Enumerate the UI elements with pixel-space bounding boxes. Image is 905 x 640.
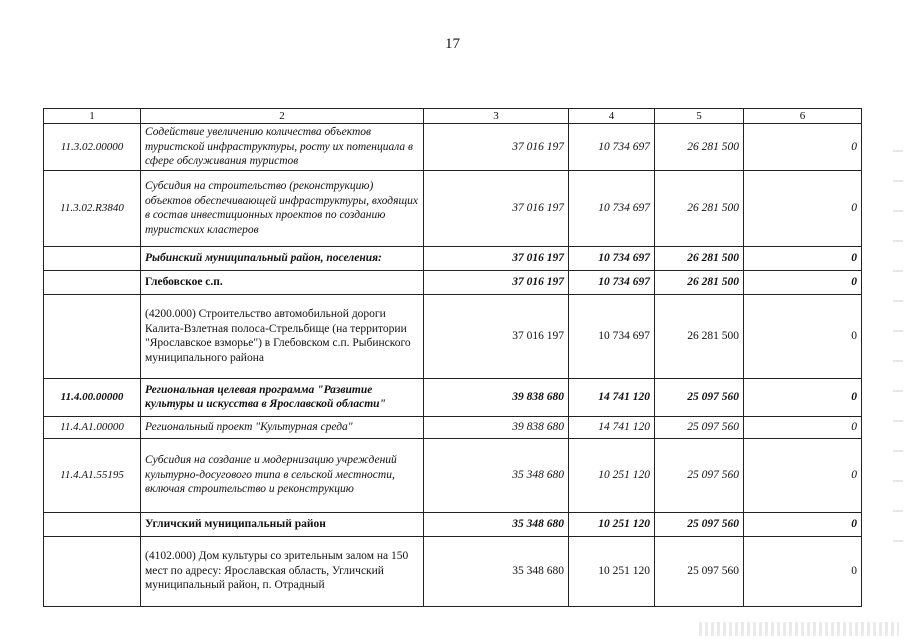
row-col4: 10 251 120	[569, 438, 655, 512]
row-col6: 0	[744, 512, 862, 536]
row-col6: 0	[744, 270, 862, 294]
row-col3: 35 348 680	[424, 512, 569, 536]
row-code: 11.4.00.00000	[44, 378, 141, 416]
page-number: 17	[445, 36, 460, 52]
row-col4: 10 734 697	[569, 170, 655, 246]
row-description: Субсидия на строительство (реконструкцию) объектов обеспечивающей инфраструктуры, входящих в состав инвестиционных проектов по созданию туристских кластеров	[141, 170, 424, 246]
row-description: Региональный проект "Культурная среда"	[141, 416, 424, 438]
table-row	[44, 246, 862, 270]
row-col4: 14 741 120	[569, 378, 655, 416]
column-header: 1	[44, 109, 141, 124]
row-col6: 0	[744, 294, 862, 378]
row-code: 11.4.А1.00000	[44, 416, 141, 438]
table-header-row	[44, 109, 862, 124]
row-col5: 25 097 560	[655, 536, 744, 606]
row-col4: 10 251 120	[569, 512, 655, 536]
table-row	[44, 378, 862, 416]
table-row	[44, 170, 862, 246]
row-col6: 0	[744, 438, 862, 512]
table-row	[44, 536, 862, 606]
row-col6: 0	[744, 246, 862, 270]
row-col5: 25 097 560	[655, 416, 744, 438]
row-col4: 14 741 120	[569, 416, 655, 438]
row-col3: 39 838 680	[424, 378, 569, 416]
table-row	[44, 512, 862, 536]
row-col4: 10 734 697	[569, 246, 655, 270]
row-code	[44, 270, 141, 294]
row-description: Региональная целевая программа "Развитие культуры и искусства в Ярославской области"	[141, 378, 424, 416]
row-col4: 10 734 697	[569, 124, 655, 171]
row-col5: 26 281 500	[655, 294, 744, 378]
column-header: 4	[569, 109, 655, 124]
row-code	[44, 294, 141, 378]
row-description: Содействие увеличению количества объектов туристской инфраструктуры, росту их потенциала в сфере обслуживания туристов	[141, 124, 424, 171]
row-col5: 26 281 500	[655, 170, 744, 246]
row-col6: 0	[744, 536, 862, 606]
budget-table	[43, 108, 862, 607]
row-col3: 37 016 197	[424, 246, 569, 270]
row-code: 11.3.02.R3840	[44, 170, 141, 246]
table-row	[44, 124, 862, 171]
row-code	[44, 536, 141, 606]
row-col3: 37 016 197	[424, 270, 569, 294]
row-col5: 25 097 560	[655, 512, 744, 536]
row-code: 11.3.02.00000	[44, 124, 141, 171]
row-col4: 10 734 697	[569, 270, 655, 294]
column-header: 2	[141, 109, 424, 124]
table-row	[44, 438, 862, 512]
scan-margin-marks	[893, 150, 903, 550]
row-col4: 10 734 697	[569, 294, 655, 378]
row-col6: 0	[744, 124, 862, 171]
row-description: (4102.000) Дом культуры со зрительным залом на 150 мест по адресу: Ярославская область, Угличский муниципальный район, п. Отрадный	[141, 536, 424, 606]
table-row	[44, 416, 862, 438]
row-col3: 37 016 197	[424, 294, 569, 378]
row-col4: 10 251 120	[569, 536, 655, 606]
table-row	[44, 294, 862, 378]
row-col5: 26 281 500	[655, 246, 744, 270]
row-code	[44, 512, 141, 536]
row-col5: 25 097 560	[655, 438, 744, 512]
row-col5: 26 281 500	[655, 270, 744, 294]
row-description: Глебовское с.п.	[141, 270, 424, 294]
row-col5: 25 097 560	[655, 378, 744, 416]
row-col3: 35 348 680	[424, 438, 569, 512]
column-header: 6	[744, 109, 862, 124]
row-description: Угличский муниципальный район	[141, 512, 424, 536]
row-description: Рыбинский муниципальный район, поселения:	[141, 246, 424, 270]
row-code: 11.4.А1.55195	[44, 438, 141, 512]
row-col6: 0	[744, 378, 862, 416]
column-header: 5	[655, 109, 744, 124]
row-col6: 0	[744, 170, 862, 246]
row-col3: 37 016 197	[424, 170, 569, 246]
row-col3: 37 016 197	[424, 124, 569, 171]
row-col5: 26 281 500	[655, 124, 744, 171]
row-description: (4200.000) Строительство автомобильной дороги Калита-Взлетная полоса-Стрельбище (на территории "Ярославское взморье") в Глебовском с.п. Рыбинского муниципального района	[141, 294, 424, 378]
row-code	[44, 246, 141, 270]
row-description: Субсидия на создание и модернизацию учреждений культурно-досугового типа в сельской местности, включая строительство и реконструкцию	[141, 438, 424, 512]
row-col3: 39 838 680	[424, 416, 569, 438]
scan-artifact	[699, 622, 899, 636]
column-header: 3	[424, 109, 569, 124]
row-col6: 0	[744, 416, 862, 438]
table-row	[44, 270, 862, 294]
row-col3: 35 348 680	[424, 536, 569, 606]
